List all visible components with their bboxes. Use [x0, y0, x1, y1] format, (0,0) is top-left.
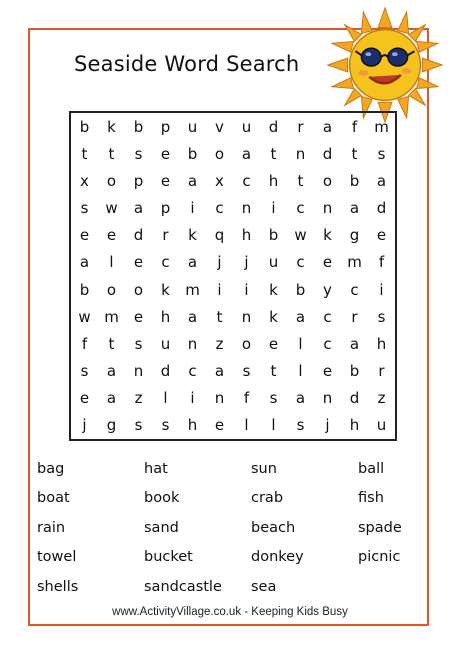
grid-letter: h [160, 307, 171, 326]
grid-letter: z [134, 389, 143, 408]
grid-letter: c [215, 199, 224, 218]
grid-letter: h [376, 334, 387, 353]
word-list-item: shells [37, 578, 79, 595]
grid-letter: j [82, 416, 87, 435]
word-list-item: donkey [251, 549, 304, 566]
grid-letter: s [161, 416, 170, 435]
word-list-item: picnic [358, 549, 401, 566]
grid-letter: a [187, 171, 198, 190]
grid-letter: g [106, 416, 117, 435]
grid-letter: e [322, 362, 333, 381]
grid-letter: n [241, 307, 252, 326]
grid-letter: j [244, 253, 249, 272]
grid-letter: d [349, 389, 360, 408]
grid-letter: h [241, 226, 252, 245]
grid-letter: y [323, 280, 332, 299]
grid-letter: w [294, 226, 307, 245]
grid-letter: f [81, 334, 88, 353]
grid-letter: t [270, 144, 277, 163]
grid-letter: c [350, 280, 359, 299]
grid-letter: e [79, 389, 90, 408]
grid-letter: b [79, 117, 90, 136]
grid-letter: c [242, 171, 251, 190]
grid-letter: b [187, 144, 198, 163]
grid-letter: e [160, 144, 171, 163]
grid-letter: z [377, 389, 386, 408]
grid-letter: c [323, 334, 332, 353]
grid-letter: o [322, 171, 333, 190]
word-list-item: sandcastle [144, 578, 222, 595]
word-list-item [358, 572, 409, 602]
grid-letter: m [374, 117, 389, 136]
grid-letter: a [106, 362, 117, 381]
grid-letter: b [295, 280, 306, 299]
grid-letter: a [241, 144, 252, 163]
grid-letter: d [268, 117, 279, 136]
grid-letter: i [190, 389, 195, 408]
sun-with-sunglasses-icon [326, 6, 444, 124]
grid-letter: b [133, 117, 144, 136]
grid-letter: s [377, 144, 386, 163]
word-list-item: book [144, 490, 180, 507]
grid-letter: e [160, 171, 171, 190]
word-list-item: ball [358, 460, 385, 477]
grid-letter: n [133, 362, 144, 381]
grid-letter: a [295, 389, 306, 408]
grid-letter: j [325, 416, 330, 435]
grid-letter: k [269, 307, 278, 326]
grid-letter: k [323, 226, 332, 245]
word-list-item: sea [251, 578, 277, 595]
grid-letter: o [241, 334, 252, 353]
grid-letter: e [376, 226, 387, 245]
grid-letter: w [105, 199, 118, 218]
grid-letter: u [268, 253, 279, 272]
grid-letter: k [269, 280, 278, 299]
grid-letter: n [322, 389, 333, 408]
grid-letter: r [297, 117, 304, 136]
grid-letter: c [161, 253, 170, 272]
grid-letter: t [216, 307, 223, 326]
word-list-item: sun [251, 460, 277, 477]
word-list [37, 454, 409, 604]
grid-letter: e [214, 416, 225, 435]
grid-letter: d [376, 199, 387, 218]
grid-letter: e [268, 334, 279, 353]
grid-letter: a [187, 307, 198, 326]
grid-letter: a [349, 199, 360, 218]
grid-letter: l [163, 389, 168, 408]
grid-letter: x [80, 171, 89, 190]
grid-letter: s [80, 199, 89, 218]
grid-letter: q [214, 226, 225, 245]
grid-letter: a [133, 199, 144, 218]
word-list-item: spade [358, 519, 402, 536]
grid-letter: n [187, 334, 198, 353]
grid-letter: h [349, 416, 360, 435]
grid-letter: a [295, 307, 306, 326]
grid-letter: l [244, 416, 249, 435]
grid-letter: b [79, 280, 90, 299]
grid-letter: a [187, 253, 198, 272]
grid-letter: u [376, 416, 387, 435]
grid-letter: u [187, 117, 198, 136]
grid-letter: h [187, 416, 198, 435]
grid-letter: t [297, 171, 304, 190]
grid-letter: h [268, 171, 279, 190]
word-list-item: crab [251, 490, 284, 507]
grid-letter: d [160, 362, 171, 381]
grid-letter: e [79, 226, 90, 245]
grid-letter: t [270, 362, 277, 381]
word-search-grid [69, 111, 397, 441]
grid-letter: a [79, 253, 90, 272]
word-list-item: boat [37, 490, 70, 507]
grid-letter: b [349, 171, 360, 190]
grid-letter: k [188, 226, 197, 245]
grid-letter: n [322, 199, 333, 218]
footer-credit: www.ActivityVillage.co.uk - Keeping Kids Busy [112, 606, 348, 618]
grid-letter: i [379, 280, 384, 299]
grid-letter: z [215, 334, 224, 353]
grid-letter: c [188, 362, 197, 381]
grid-letter: c [323, 307, 332, 326]
grid-letter: i [244, 280, 249, 299]
grid-letter: f [351, 117, 358, 136]
word-list-item: rain [37, 519, 66, 536]
grid-letter: s [134, 144, 143, 163]
grid-letter: o [133, 280, 144, 299]
grid-letter: p [160, 199, 171, 218]
grid-letter: g [349, 226, 360, 245]
grid-letter: u [160, 334, 171, 353]
grid-letter: a [322, 117, 333, 136]
grid-letter: r [162, 226, 169, 245]
word-list-item: hat [144, 460, 168, 477]
grid-letter: w [78, 307, 91, 326]
grid-letter: a [106, 389, 117, 408]
word-list-item: beach [251, 519, 296, 536]
grid-letter: m [185, 280, 200, 299]
grid-letter: o [214, 144, 225, 163]
grid-letter: x [215, 171, 224, 190]
grid-letter: l [109, 253, 114, 272]
grid-letter: p [160, 117, 171, 136]
word-list-item: fish [358, 490, 384, 507]
word-list-item: bag [37, 460, 65, 477]
grid-letter: f [378, 253, 385, 272]
grid-letter: v [215, 117, 224, 136]
grid-letter: r [378, 362, 385, 381]
grid-letter: s [80, 362, 89, 381]
grid-letter: m [347, 253, 362, 272]
grid-letter: i [217, 280, 222, 299]
grid-letter: s [134, 416, 143, 435]
grid-letter: r [351, 307, 358, 326]
grid-letter: s [296, 416, 305, 435]
grid-letter: t [81, 144, 88, 163]
grid-letter: e [133, 307, 144, 326]
grid-letter: o [106, 171, 117, 190]
grid-letter: o [106, 280, 117, 299]
grid-letter: d [322, 144, 333, 163]
grid-letter: l [298, 334, 303, 353]
grid-letter: e [106, 226, 117, 245]
grid-letter: k [161, 280, 170, 299]
grid-letter: e [322, 253, 333, 272]
grid-letter: c [296, 199, 305, 218]
grid-letter: a [349, 334, 360, 353]
grid-letter: l [298, 362, 303, 381]
grid-letter: c [296, 253, 305, 272]
grid-letter: a [376, 171, 387, 190]
grid-letter: d [133, 226, 144, 245]
grid-letter: s [134, 334, 143, 353]
grid-letter: s [242, 362, 251, 381]
grid-letter: e [133, 253, 144, 272]
grid-letter: l [271, 416, 276, 435]
grid-letter: t [351, 144, 358, 163]
grid-letter: u [241, 117, 252, 136]
grid-letter: n [241, 199, 252, 218]
grid-letter: j [217, 253, 222, 272]
word-list-item: towel [37, 549, 77, 566]
grid-letter: b [349, 362, 360, 381]
grid-letter: m [104, 307, 119, 326]
grid-letter: n [214, 389, 225, 408]
page-title: Seaside Word Search [74, 52, 300, 76]
grid-letter: t [108, 144, 115, 163]
grid-letter: f [243, 389, 250, 408]
grid-letter: b [268, 226, 279, 245]
grid-letter: p [133, 171, 144, 190]
grid-letter: s [377, 307, 386, 326]
grid-letter: n [295, 144, 306, 163]
grid-letter: i [271, 199, 276, 218]
word-list-item: bucket [144, 549, 193, 566]
grid-letter: i [190, 199, 195, 218]
word-list-item: sand [144, 519, 179, 536]
grid-letter: a [214, 362, 225, 381]
grid-letter: t [108, 334, 115, 353]
grid-letter: s [269, 389, 278, 408]
grid-letter: k [107, 117, 116, 136]
